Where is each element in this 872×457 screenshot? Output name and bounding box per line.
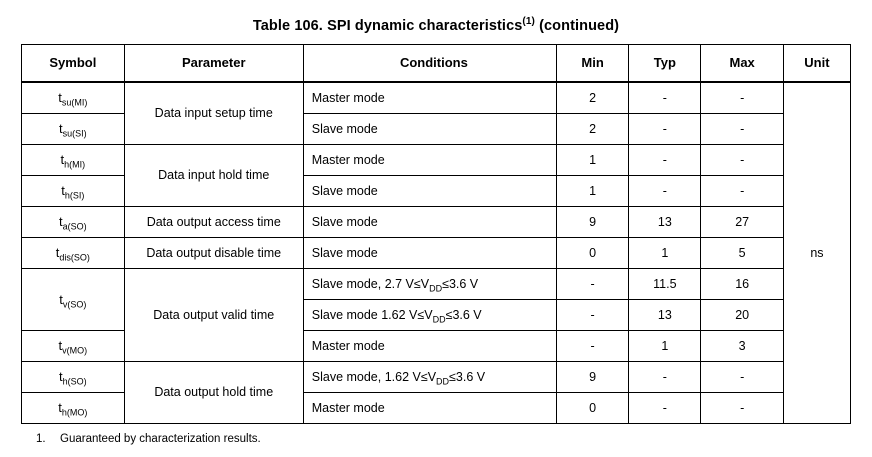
cell-min: 1 (557, 144, 629, 175)
column-header-parameter: Parameter (124, 44, 303, 82)
cell-min: 9 (557, 206, 629, 237)
cell-typ: - (629, 175, 701, 206)
cell-conditions: Master mode (303, 144, 556, 175)
cell-max: 3 (701, 330, 783, 361)
cell-unit: ns (783, 82, 850, 424)
cell-max: - (701, 144, 783, 175)
cell-parameter: Data input setup time (124, 82, 303, 145)
cell-max: 5 (701, 237, 783, 268)
cell-max: 20 (701, 299, 783, 330)
column-header-symbol: Symbol (22, 44, 125, 82)
cell-symbol: $t_{a(SO)}$ (22, 206, 125, 237)
cell-conditions: Slave mode (303, 175, 556, 206)
cell-conditions: Master mode (303, 82, 556, 114)
cell-symbol: $t_{h(SO)}$ (22, 361, 125, 392)
column-header-min: Min (557, 44, 629, 82)
table-row (22, 237, 851, 268)
cell-symbol: $t_{su(SI)}$ (22, 113, 125, 144)
footnote-number: 1. (36, 432, 46, 445)
table-title (14, 16, 858, 34)
cell-max: - (701, 113, 783, 144)
cell-typ: 1 (629, 330, 701, 361)
spi-dynamic-characteristics-table (21, 44, 851, 424)
cell-min: 0 (557, 392, 629, 423)
cell-parameter: Data output access time (124, 206, 303, 237)
cell-typ: - (629, 361, 701, 392)
table-row (22, 144, 851, 175)
cell-parameter: Data output hold time (124, 361, 303, 423)
cell-typ: 11.5 (629, 268, 701, 299)
table-footnote (36, 433, 858, 445)
table-row (22, 82, 851, 114)
table-title-text: Table 106. SPI dynamic characteristics (252, 17, 523, 34)
cell-min: 9 (557, 361, 629, 392)
table-body (22, 82, 851, 424)
cell-symbol: $t_{h(SI)}$ (22, 175, 125, 206)
cell-conditions: Slave mode (303, 237, 556, 268)
cell-parameter: Data output valid time (124, 268, 303, 361)
table-row (22, 206, 851, 237)
cell-conditions: Slave mode (303, 206, 556, 237)
cell-typ: - (629, 113, 701, 144)
cell-conditions: Slave mode 1.62 $V\le V_{DD}\le 3.6$ V (303, 299, 556, 330)
table-row (22, 268, 851, 299)
cell-max: - (701, 361, 783, 392)
cell-min: 2 (557, 113, 629, 144)
cell-min: 1 (557, 175, 629, 206)
cell-symbol: $t_{h(MI)}$ (22, 144, 125, 175)
cell-conditions: Slave mode, 2.7 $V\le V_{DD}\le 3.6$ V (303, 268, 556, 299)
footnote-text: Guaranteed by characterization results. (60, 432, 261, 445)
cell-max: 27 (701, 206, 783, 237)
column-header-max: Max (701, 44, 783, 82)
cell-max: - (701, 82, 783, 114)
cell-symbol: $t_{v(MO)}$ (22, 330, 125, 361)
table-header-row (22, 44, 851, 82)
cell-conditions: Master mode (303, 392, 556, 423)
table-title-suffix: (continued) (534, 17, 620, 34)
cell-typ: 1 (629, 237, 701, 268)
cell-typ: - (629, 392, 701, 423)
table-header (22, 44, 851, 82)
cell-min: - (557, 330, 629, 361)
column-header-conditions: Conditions (303, 44, 556, 82)
column-header-unit: Unit (783, 44, 850, 82)
cell-min: - (557, 268, 629, 299)
cell-symbol: $t_{h(MO)}$ (22, 392, 125, 423)
table-row (22, 361, 851, 392)
cell-max: 16 (701, 268, 783, 299)
cell-max: - (701, 392, 783, 423)
table-title-footnote-marker: (1) (522, 16, 535, 27)
cell-symbol: $t_{v(SO)}$ (22, 268, 125, 330)
cell-min: 2 (557, 82, 629, 114)
cell-max: - (701, 175, 783, 206)
cell-conditions: Slave mode, 1.62 $V\le V_{DD}\le 3.6$ V (303, 361, 556, 392)
column-header-typ: Typ (629, 44, 701, 82)
cell-min: 0 (557, 237, 629, 268)
cell-typ: 13 (629, 299, 701, 330)
cell-conditions: Slave mode (303, 113, 556, 144)
cell-conditions: Master mode (303, 330, 556, 361)
cell-min: - (557, 299, 629, 330)
cell-symbol: $t_{su(MI)}$ (22, 82, 125, 114)
cell-typ: 13 (629, 206, 701, 237)
cell-symbol: $t_{dis(SO)}$ (22, 237, 125, 268)
cell-parameter: Data input hold time (124, 144, 303, 206)
cell-typ: - (629, 144, 701, 175)
cell-typ: - (629, 82, 701, 114)
cell-parameter: Data output disable time (124, 237, 303, 268)
